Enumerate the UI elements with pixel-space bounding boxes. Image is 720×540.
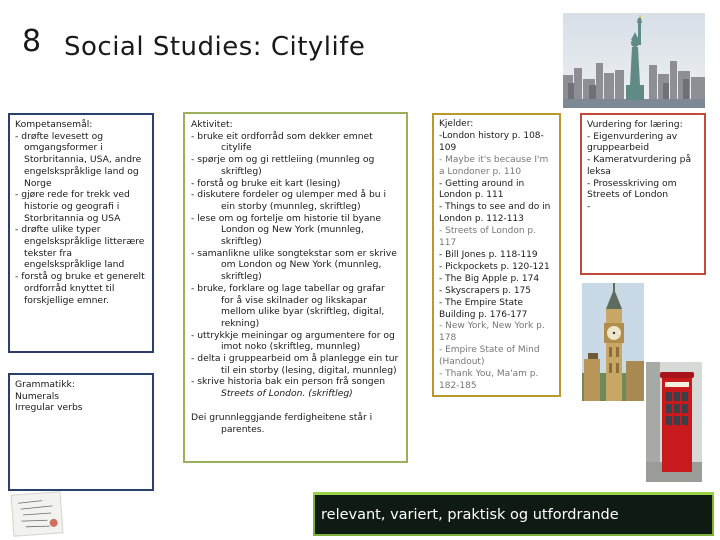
activity-item: - spørje om og gi rettleiing (munnleg og skriftleg) [191,154,375,177]
slide-title: Social Studies: Citylife [64,32,366,62]
evaluation-item: - Kameratvurdering på leksa [587,154,692,177]
evaluation-heading: Vurdering for læring: [587,119,683,130]
competence-goals-box [8,113,154,353]
grammar-heading: Grammatikk: [15,379,75,390]
big-ben-photo [582,283,644,401]
source-item: - Pickpockets p. 120-121 [439,261,550,272]
competence-item: - drøfte ulike typer engelskspråklige litterære tekster fra engelskspråklige land [15,224,145,271]
evaluation-item: - [587,200,591,212]
source-item: - Getting around in London p. 111 [439,178,525,201]
sources-heading: Kjelder: [439,119,474,129]
stamp-graphic [12,492,63,535]
grammar-line: Numerals [15,390,60,402]
source-item: - The Big Apple p. 174 [439,273,540,284]
activity-last-italic: Streets of London. (skriftleg) [221,388,353,400]
activity-box [183,112,408,463]
source-item: - The Empire State Building p. 176-177 [439,297,528,320]
red-telephone-box-photo [646,362,702,482]
evaluation-item: - Prosesskriving om Streets of London [587,177,677,201]
activity-heading: Aktivitet: [191,119,233,130]
source-item: - Skyscrapers p. 175 [439,285,532,296]
source-item: -London history p. 108-109 [439,130,544,153]
sources-box [432,113,561,397]
activity-item: - bruke eit ordforråd som dekker emnet citylife [191,130,373,154]
source-item: - Maybe it's because I'm a Londoner p. 110 [439,154,549,177]
activity-item: - delta i gruppearbeid om å planlegge ein tur til ein storby (lesing, digital, munnleg) [191,353,399,376]
stamp-image [11,491,64,536]
activity-last-prefix: - skrive historia bak ein person frå songen [191,376,386,388]
grammar-box [8,373,154,491]
competence-item: - gjøre rede for trekk ved historie og geografi i Storbritannia og USA [15,189,130,224]
source-item: - Thank You, Ma'am p. 182-185 [439,369,539,391]
activity-item-last [191,376,400,399]
evaluation-box [580,113,706,275]
motto-banner: relevant, variert, praktisk og utfordrande [313,492,714,536]
competence-item: - drøfte levesett og omgangsformer i Storbritannia, USA, andre engelskspråklige land og Norge [15,130,142,189]
grammar-line: Irregular verbs [15,402,83,414]
evaluation-item: - Eigenvurdering av gruppearbeid [587,130,678,154]
source-item: - New York, New York p. 178 [439,321,545,344]
statue-of-liberty-photo [563,13,705,108]
activity-item: - forstå og bruke eit kart (lesing) [191,177,341,189]
competence-item: - forstå og bruke et generelt ordforråd knyttet til forskjellige emner. [15,271,145,306]
competence-heading: Kompetansemål: [15,119,93,130]
activity-item: - lese om og fortelje om historie til byane London og New York (munnleg, skriftleg) [191,212,382,248]
source-item: - Empire State of Mind (Handout) [439,345,540,368]
activity-item: - samanlikne ulike songtekstar som er skrive om London og New York (munnleg, skriftleg) [191,247,397,283]
activity-item: - bruke, forklare og lage tabellar og grafar for å vise skilnader og likskapar mellom ulike byar (skriftleg, digital, rekning) [191,282,385,329]
slide-number: 8 [22,24,42,59]
activity-item: - diskutere fordeler og ulemper med å bu i ein storby (munnleg, skriftleg) [191,189,387,212]
banner-accent-line [313,492,714,495]
activity-footer: Dei grunnleggjande ferdigheitene står i parentes. [191,411,373,435]
sources-list [439,131,554,393]
source-item: - Things to see and do in London p. 112-113 [439,202,551,225]
source-item: - Streets of London p. 117 [439,226,536,249]
source-item: - Bill Jones p. 118-119 [439,249,538,260]
activity-item: - uttrykkje meiningar og argumentere for og imot noko (skriftleg, munnleg) [191,329,395,353]
